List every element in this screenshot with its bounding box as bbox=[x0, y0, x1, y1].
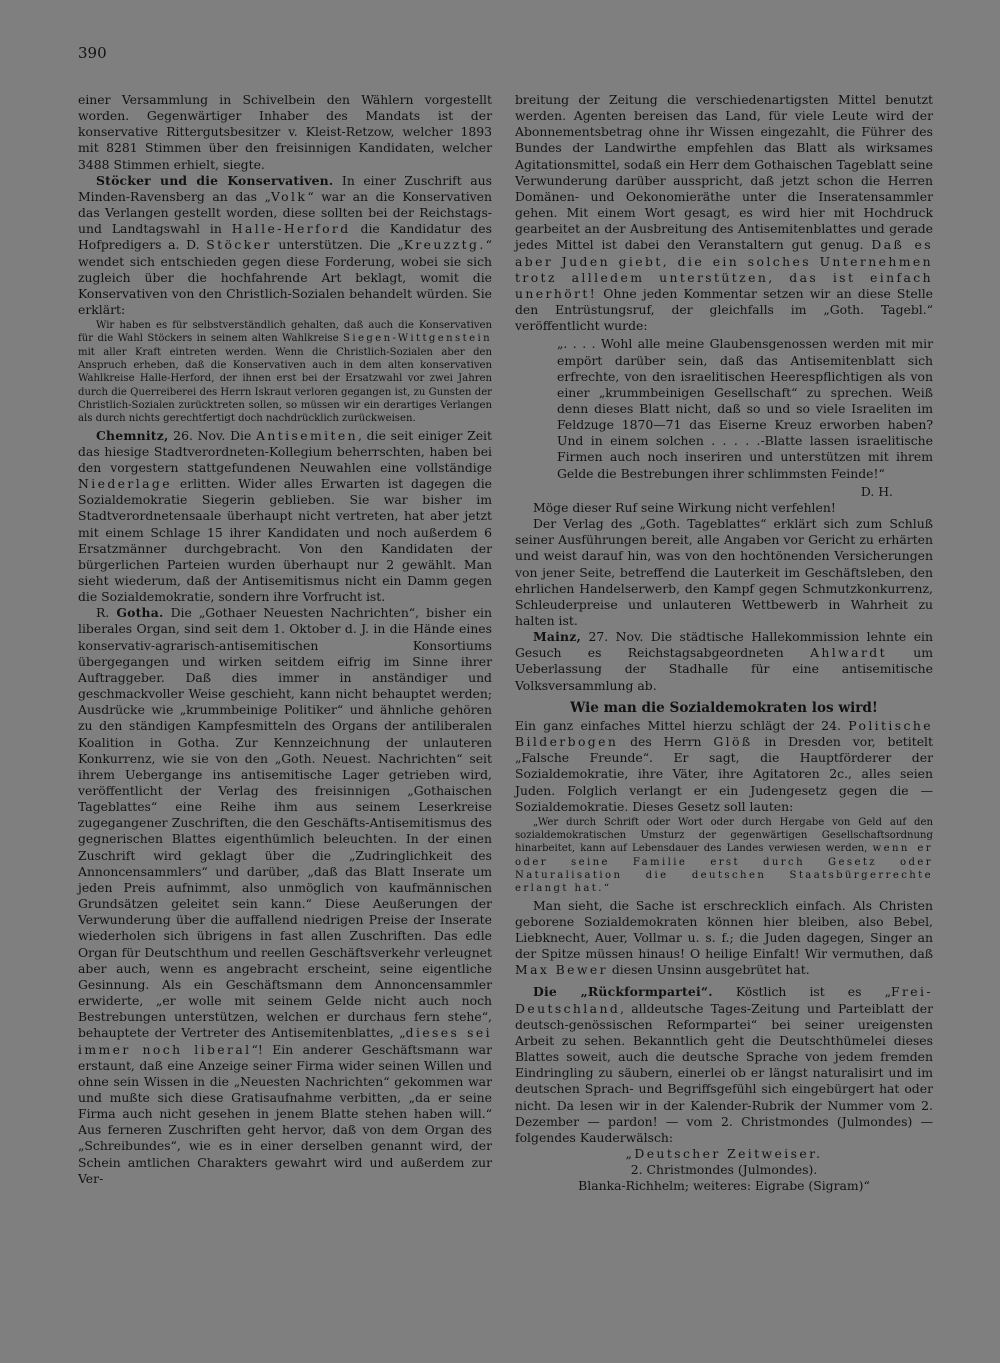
left-column bbox=[78, 92, 492, 1187]
paragraph: einer Versammlung in Schivelbein den Wählern vorgestellt worden. Gegenwärtiger Inhaber des Mandats ist der konservative Rittergutsbesitzer v. Kleist-Retzow, welcher 1893 mit 8281 Stimmen über den freisinnigen Kandidaten, welcher 3488 Stimmen erhielt, siegte. bbox=[78, 92, 492, 172]
block-quote: „Wer durch Schrift oder Wort oder durch Hergabe von Geld auf den sozialdemokratischen Umsturz der gegenwärtigen Gesellschaftsordnung hinarbeitet, kann auf Lebensdauer des Landes verwiesen werden, wenn er oder seine Familie erst durch Gesetz oder Naturalisation die deutschen Staatsbürgerrechte erlangt hat.“ bbox=[515, 816, 933, 895]
calendar-date: 2. Christmondes (Julmondes). bbox=[630, 1162, 818, 1178]
paragraph-rueckform: Die „Rückformpartei“. Köstlich ist es „Frei-Deutschland, alldeutsche Tages-Zeitung und Parteiblatt der deutsch-genössischen Reformpartei“ bei seiner ureigensten Arbeit zu sehen. Bekanntlich geht die Deutschthümelei dieses Blattes soweit, auch die deutsche Sprache von jedem fremden Eindringling zu säubern, einerlei ob er längst naturalisirt und im deutschen Sprach- und Begriffsgefühl sich eingebürgert hat oder nicht. Da lesen wir in der Kalender-Rubrik der Nummer vom 2. Dezember — pardon! — vom 2. Christmondes (Julmondes) — folgendes Kauderwälsch: bbox=[515, 984, 933, 1145]
section-heading: Mainz, bbox=[533, 629, 582, 645]
section-heading: Die „Rückformpartei“. bbox=[533, 984, 713, 1000]
right-column bbox=[515, 92, 933, 1194]
block-quote: „. . . . Wohl alle meine Glaubensgenossen werden mit mir empört darüber sein, daß das Antisemitenblatt sich erfrechte, von den israelitischen Heerespflichtigen als von einer „krummbeinigen Gesellschaft“ zu sprechen. Weiß denn dieses Blatt nicht, daß so und so viele Israeliten im Feldzuge 1870—71 das Eiserne Kreuz erworben haben? Und in einem solchen . . . . .-Blatte lassen israelitische Firmen auch noch inseriren und unterstützen mit ihrem Gelde die Bestrebungen ihrer schlimmsten Feinde!“ bbox=[557, 336, 933, 481]
paragraph: Ein ganz einfaches Mittel hierzu schlägt der 24. Politische Bilderbogen des Herrn Glöß in Dresden vor, betitelt „Falsche Freunde“. Er sagt, die Hauptförderer der Sozialdemokratie, ihre Väter, ihre Agitatoren 2c., alles seien Juden. Folglich verlangt er ein Judengesetz gegen die — Sozialdemokratie. Dieses Gesetz soll lauten: bbox=[515, 717, 933, 814]
section-heading: Chemnitz, bbox=[96, 427, 169, 443]
section-heading: Wie man die Sozialdemokraten los wird! bbox=[570, 699, 878, 716]
paragraph: breitung der Zeitung die verschiedenartigsten Mittel benutzt werden. Agenten bereisen das Land, für viele Leute wird der Abonnementsbetrag ohne ihr Wissen eingezahlt, die Führer des Bundes der Landwirthe empfehlen das Blatt als wirksames Agitationsmittel, sodaß ein Herr dem Gothaischen Tageblatt seine Verwunderung darüber ausspricht, daß jetzt schon die Herren Domänen- und Oekonomieräthe unter die Inseratensammler gehen. Mit einem Wort gesagt, es wird hier mit Hochdruck gearbeitet an der Ausbreitung des Antisemitenblattes und gerade jedes Mittel ist dabei den Veranstaltern gut genug. Daß es aber Juden giebt, die ein solches Unternehmen trotz allledem unterstützen, das ist einfach unerhört! Ohne jeden Kommentar setzen wir an diese Stelle den Entrüstungsruf, der gleichfalls im „Goth. Tagebl.“ veröffentlicht wurde: bbox=[515, 92, 933, 334]
paragraph: Man sieht, die Sache ist erschrecklich einfach. Als Christen geborene Sozialdemokraten können hier bleiben, also Bebel, Liebknecht, Auer, Vollmar u. s. f.; die Juden dagegen, Singer an der Spitze müssen hinaus! O heilige Einfalt! Wir vermuthen, daß Max Bewer diesen Unsinn ausgebrütet hat. bbox=[515, 897, 933, 978]
page-number: 390 bbox=[78, 44, 107, 62]
paragraph-chemnitz: Chemnitz, 26. Nov. Die Antisemiten, die seit einiger Zeit das hiesige Stadtverordneten-Kollegium beherrschten, haben bei den vorgestern stattgefundenen Neuwahlen eine vollständige Niederlage erlitten. Wider alles Erwarten ist dagegen die Sozialdemokratie Siegerin geblieben. Sie war bisher im Stadtverordnetensaale überhaupt nicht vertreten, hat aber jetzt mit einem Schlage 15 ihrer Kandidaten und noch außerdem 6 Ersatzmänner durchgebracht. Von den Kandidaten der bürgerlichen Parteien wurden überhaupt nur 2 gewählt. Man sieht wiederum, daß der Antisemitismus nicht ein Damm gegen die Sozialdemokratie, sondern ihre Vorfrucht ist. bbox=[78, 427, 492, 605]
calendar-heading: „Deutscher Zeitweiser. bbox=[625, 1146, 823, 1161]
paragraph-gotha: R. Gotha. Die „Gothaer Neuesten Nachrichten“, bisher ein liberales Organ, sind seit dem 1. Oktober d. J. in die Hände eines konservativ-agrarisch-antisemitischen Konsortiums übergegangen und wirken seitdem eifrig im Sinne ihrer Auftraggeber. Daß dies immer in anständiger und geschmackvoller Weise geschieht, kann nicht behauptet werden; Ausdrücke wie „krummbeinige Politiker“ und ähnliche gehören zu den ständigen Kampfesmitteln des Organs der antiliberalen Koalition in Gotha. Zur Kennzeichnung der unlauteren Konkurrenz, wie sie von den „Goth. Neuest. Nachrichten“ seit ihrem Uebergange ins antisemitische Lager getrieben wird, veröffentlicht der Verlag des freisinnigen „Gothaischen Tageblattes“ eine Reihe ihm aus seinem Leserkreise zugegangener Zuschriften, die den Geschäfts-Antisemitismus des gegnerischen Blattes eigenthümlich beleuchten. In der einen Zuschrift wird geklagt über die „Zudringlichkeit des Annoncensammlers“ und darüber, „daß das Blatt Inserate um jeden Preis aufnimmt, also unmöglich von kaufmännischen Grundsätzen geleitet sein kann.“ Diese Aeußerungen der Verwunderung über die auffallend niedrigen Preise der Inserate wiederholen sich übrigens in fast allen Zuschriften. Das edle Organ für Deutschthum und reellen Geschäftsverkehr verleugnet aber auch, wenn es angebracht erscheint, seine eigentliche Gesinnung. Als ein Geschäftsmann dem Annoncensammler erwiderte, „er wolle mit seinem Gelde nicht auch noch Bestrebungen unterstützen, welchen er durchaus fern stehe“, behauptete der Vertreter des Antisemitenblattes, „dieses sei immer noch liberal“! Ein anderer Geschäftsmann war erstaunt, daß eine Anzeige seiner Firma wider seinen Willen und ohne sein Wissen in die „Neuesten Nachrichten“ gekommen war und mußte sich diese Gratisaufnahme verbitten, „da er seine Firma auch nicht gesehen in jenem Blatte stehen haben will.“ Aus ferneren Zuschriften geht hervor, daß von dem Organ des „Schreibundes“, wie es in einer derselben genannt wird, der Schein amtlichen Charakters gewahrt wird und außerdem zur Ver- bbox=[78, 605, 493, 1186]
calendar-entry: Blanka-Richhelm; weiteres: Eigrabe (Sigram)“ bbox=[578, 1178, 870, 1194]
paragraph: Der Verlag des „Goth. Tageblattes“ erklärt sich zum Schluß seiner Ausführungen bereit, alle Angaben vor Gericht zu erhärten und weist darauf hin, was von den hochtönenden Versicherungen von jener Seite, betreffend die Lauterkeit im Geschäftsleben, den ehrlichen Handelserwerb, den Kampf gegen Schmutzkonkurrenz, Schleuderpreise und unlauteren Wettbewerb in Wahrheit zu halten ist. bbox=[515, 516, 933, 628]
paragraph-stoecker: Stöcker und die Konservativen. In einer Zuschrift aus Minden-Ravensberg an das „Volk“ war an die Konservativen das Verlangen gestellt worden, diese sollten bei der Reichstags- und Landtagswahl in Halle-Herford die Kandidatur des Hofpredigers a. D. Stöcker unterstützen. Die „Kreuzztg.“ wendet sich entschieden gegen diese Forderung, wobei sie sich zugleich über die hochfahrende Art beklagt, womit die Konservativen von den Christlich-Sozialen behandelt würden. Sie erklärt: bbox=[78, 172, 492, 318]
section-heading: Gotha. bbox=[116, 605, 164, 621]
block-quote: Wir haben es für selbstverständlich gehalten, daß auch die Konservativen für die Wahl Stöckers in seinem alten Wahlkreise Siegen-Wittgenstein mit aller Kraft eintreten werden. Wenn die Christlich-Sozialen aber den Anspruch erheben, daß die Konservativen auch in dem alten konservativen Wahlkreise Halle-Herford, der ihnen erst bei der Ersatzwahl vor zwei Jahren durch die Querreiberei des Herrn Iskraut verloren gegangen ist, zu Gunsten der Christlich-Sozialen zurücktreten sollen, so müssen wir ein derartiges Verlangen als durch nichts gerechtfertigt doch nachdrücklich zurückweisen. bbox=[78, 320, 492, 425]
paragraph: Möge dieser Ruf seine Wirkung nicht verfehlen! bbox=[533, 499, 836, 515]
section-heading: Stöcker und die Konservativen. bbox=[96, 172, 334, 188]
paragraph-mainz: Mainz, 27. Nov. Die städtische Hallekommission lehnte ein Gesuch es Reichstagsabgeordneten Ahlwardt um Ueberlassung der Stadhalle für eine antisemitische Volksversammlung ab. bbox=[515, 629, 934, 693]
quote-signature: D. H. bbox=[860, 483, 893, 499]
